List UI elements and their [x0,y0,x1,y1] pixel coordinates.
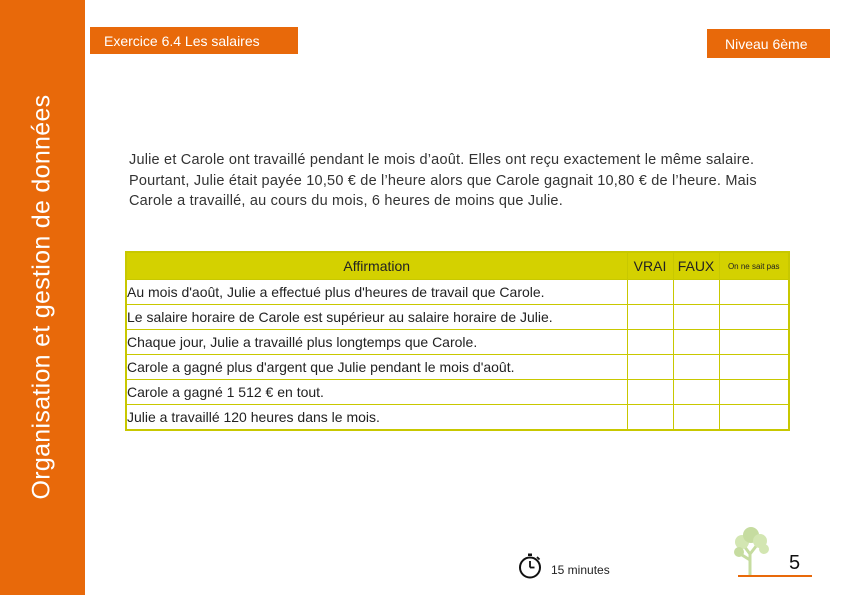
table-row [126,405,789,431]
header-on-ne-sait-pas: On ne sait pas [719,252,789,280]
problem-statement [129,150,789,212]
on-ne-sait-pas-cell[interactable] [719,380,789,405]
header-vrai: VRAI [627,252,673,280]
statement-3: Chaque jour, Julie a travaillé plus longtemps que Carole. [126,330,627,355]
statement-5: Carole a gagné 1 512 € en tout. [126,380,627,405]
duration-label: 15 minutes [551,563,610,577]
statement-2: Le salaire horaire de Carole est supérieur au salaire horaire de Julie. [126,305,627,330]
table-row [126,380,789,405]
table-row [126,305,789,330]
table-row [126,355,789,380]
table-row [126,330,789,355]
exercise-title: Exercice 6.4 Les salaires [90,27,298,54]
on-ne-sait-pas-cell[interactable] [719,405,789,431]
table-row [126,280,789,305]
faux-cell[interactable] [673,305,719,330]
true-false-table [125,251,790,431]
statement-4: Carole a gagné plus d'argent que Julie pendant le mois d'août. [126,355,627,380]
vrai-cell[interactable] [627,305,673,330]
table-header-row [126,252,789,280]
vrai-cell[interactable] [627,380,673,405]
vrai-cell[interactable] [627,405,673,431]
statement-1: Au mois d'août, Julie a effectué plus d'heures de travail que Carole. [126,280,627,305]
problem-paragraph-1: Julie et Carole ont travaillé pendant le mois d’août. Elles ont reçu exactement le même salaire. [129,152,755,168]
faux-cell[interactable] [673,355,719,380]
on-ne-sait-pas-cell[interactable] [719,280,789,305]
sidebar-title: Organisation et gestion de données [27,94,56,500]
faux-cell[interactable] [673,405,719,431]
problem-paragraph-2: Pourtant, Julie était payée 10,50 € de l’heure alors que Carole gagnait 10,80 € de l’heure. Mais Carole a travaillé, au cours du mois, 6 heures de moins que Julie. [129,172,757,209]
faux-cell[interactable] [673,330,719,355]
vrai-cell[interactable] [627,355,673,380]
on-ne-sait-pas-cell[interactable] [719,305,789,330]
statement-6: Julie a travaillé 120 heures dans le mois. [126,405,627,431]
faux-cell[interactable] [673,380,719,405]
on-ne-sait-pas-cell[interactable] [719,355,789,380]
stopwatch-icon [517,553,543,579]
faux-cell[interactable] [673,280,719,305]
vrai-cell[interactable] [627,330,673,355]
tree-icon [730,524,774,576]
header-affirmation: Affirmation [126,252,627,280]
on-ne-sait-pas-cell[interactable] [719,330,789,355]
vrai-cell[interactable] [627,280,673,305]
sidebar-band [0,0,85,595]
header-faux: FAUX [673,252,719,280]
level-badge: Niveau 6ème [707,29,830,58]
page-number: 5 [789,552,801,574]
page-number-underline [738,575,812,577]
